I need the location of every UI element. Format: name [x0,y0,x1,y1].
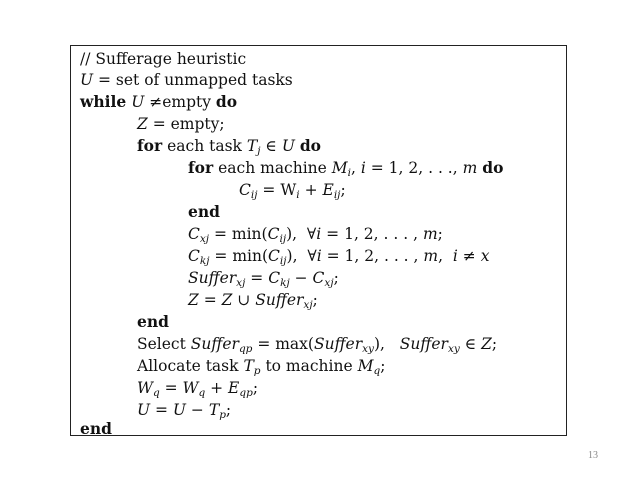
algorithm-line-for-task: for each task $T_j$ ∈ U do [137,136,322,157]
algorithm-line-cxj: $C_{xj} = \min(C_{ij})$, ∀i = 1, 2, . . . , m; [188,225,443,245]
page-number: 13 [588,450,598,461]
algorithm-line-end-inner: end [188,202,220,221]
algorithm-line-allocate: Allocate task $T_p$ to machine $M_q$; [137,357,386,377]
algorithm-line-cij: $C_{ij} = W_i + E_{ij}$; [239,181,346,201]
algorithm-line-u-update: $U = U - T_p$; [137,401,232,421]
algorithm-line-end-for: end [137,312,169,331]
algorithm-line-suffer-xj: Suffer$_{xj}$ = $C_{kj} - C_{xj}$; [188,269,339,289]
algorithm-line-ckj: $C_{kj} = \min(C_{ij})$, ∀i = 1, 2, . . . , m, i ≠ x [188,247,490,267]
algorithm-line-wq: $W_q = W_q + E_{qp}$; [137,379,259,399]
algorithm-line-unmapped-set: U = set of unmapped tasks [80,71,293,89]
algorithm-box [70,45,567,436]
algorithm-line-z-union: Z = Z ∪ Suffer$_{xj}$; [188,291,318,311]
algorithm-line-end-while: end [80,419,112,438]
algorithm-comment: // Sufferage heuristic [80,50,247,68]
algorithm-line-while: while U ≠empty do [80,92,238,111]
algorithm-line-for-machine: for each machine $M_i$, i = 1, 2, . . ., m do [188,158,504,179]
algorithm-line-select: Select Suffer$_{qp}$ = max(Suffer$_{xy}$), Suffer$_{xy}$ ∈ Z; [137,335,498,355]
algorithm-line-z-empty: Z = empty; [137,115,225,133]
